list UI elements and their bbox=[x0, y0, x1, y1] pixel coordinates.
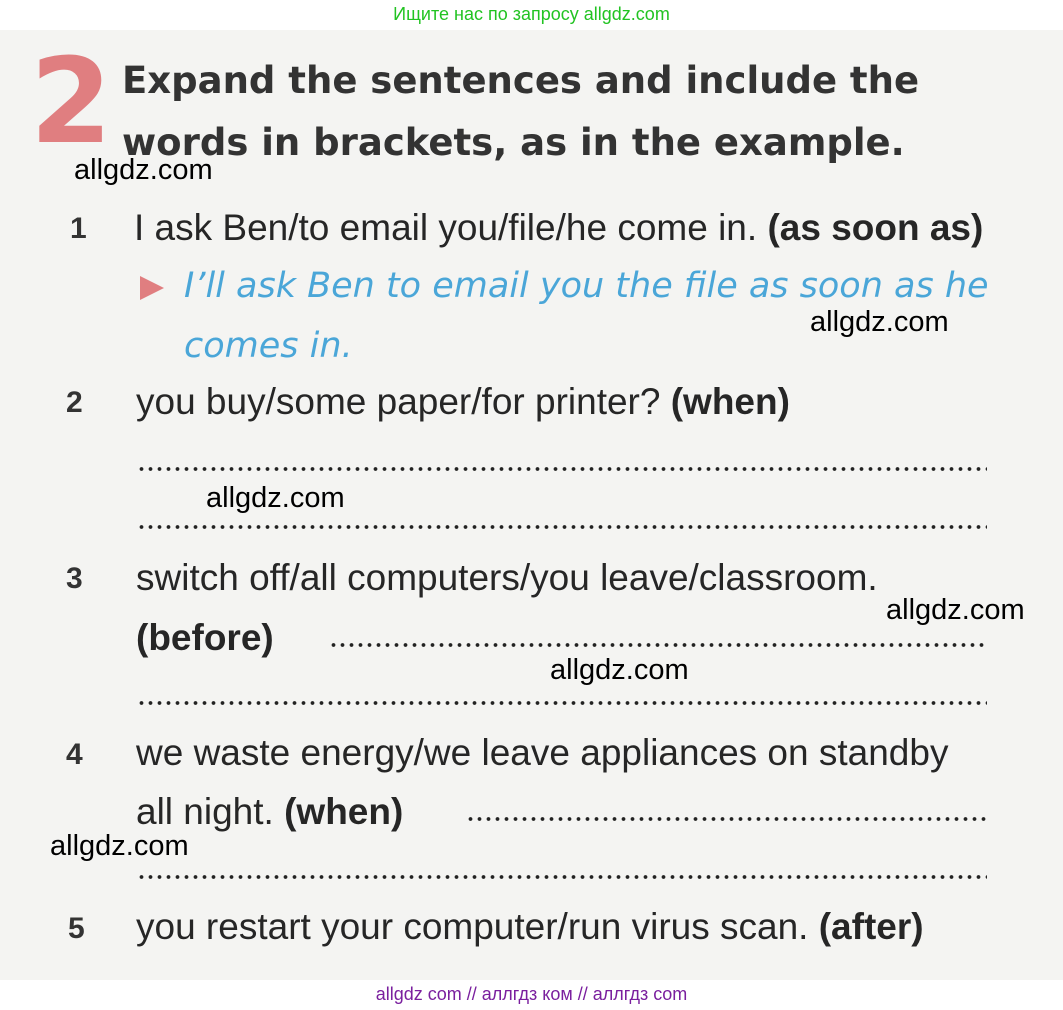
answer-arrow-icon bbox=[140, 276, 164, 300]
example-answer-line1: I’ll ask Ben to email you the file as soon as he bbox=[184, 266, 989, 306]
item-4-number: 4 bbox=[66, 738, 83, 771]
item-3-number: 3 bbox=[66, 562, 83, 595]
answer-line[interactable] bbox=[329, 642, 987, 648]
item-2-prompt: you buy/some paper/for printer? bbox=[136, 381, 661, 422]
item-3-prompt: switch off/all computers/you leave/classroom. bbox=[136, 557, 878, 598]
bottom-banner: allgdz com // аллгдз ком // аллгдз com bbox=[375, 984, 688, 1004]
example-answer-line2: comes in. bbox=[184, 326, 353, 366]
item-1-keyword: (as soon as) bbox=[767, 207, 984, 248]
item-2-keyword: (when) bbox=[670, 381, 790, 422]
item-3-keyword: (before) bbox=[136, 617, 274, 658]
exercise-title: Expand the sentences and include the words in brackets, as in the example. bbox=[122, 59, 920, 164]
item-4-prompt-line1: we waste energy/we leave appliances on standby bbox=[136, 732, 949, 773]
answer-line[interactable] bbox=[466, 816, 987, 822]
item-4-prompt-line2: all night. bbox=[136, 791, 274, 832]
top-banner: Ищите нас по запросу allgdz.com bbox=[393, 4, 670, 24]
item-5-number: 5 bbox=[68, 912, 85, 945]
item-1-text bbox=[134, 208, 983, 248]
item-4-text-line2 bbox=[136, 792, 403, 832]
item-5-keyword: (after) bbox=[818, 906, 924, 947]
item-4-keyword: (when) bbox=[284, 791, 404, 832]
item-2-number: 2 bbox=[66, 386, 83, 419]
watermark: allgdz.com bbox=[550, 654, 689, 686]
answer-line[interactable] bbox=[137, 874, 987, 880]
watermark: allgdz.com bbox=[206, 482, 345, 514]
item-1-number: 1 bbox=[70, 212, 87, 245]
answer-line[interactable] bbox=[137, 466, 987, 472]
watermark: allgdz.com bbox=[886, 594, 1025, 626]
answer-line[interactable] bbox=[137, 700, 987, 706]
item-2-text bbox=[136, 382, 790, 422]
item-5-text bbox=[136, 907, 924, 947]
item-1-prompt: I ask Ben/to email you/file/he come in. bbox=[134, 207, 758, 248]
watermark: allgdz.com bbox=[810, 306, 949, 338]
answer-line[interactable] bbox=[137, 524, 987, 530]
watermark: allgdz.com bbox=[50, 830, 189, 862]
exercise-number: 2 bbox=[30, 32, 113, 170]
item-5-prompt: you restart your computer/run virus scan. bbox=[136, 906, 809, 947]
watermark: allgdz.com bbox=[74, 154, 213, 186]
